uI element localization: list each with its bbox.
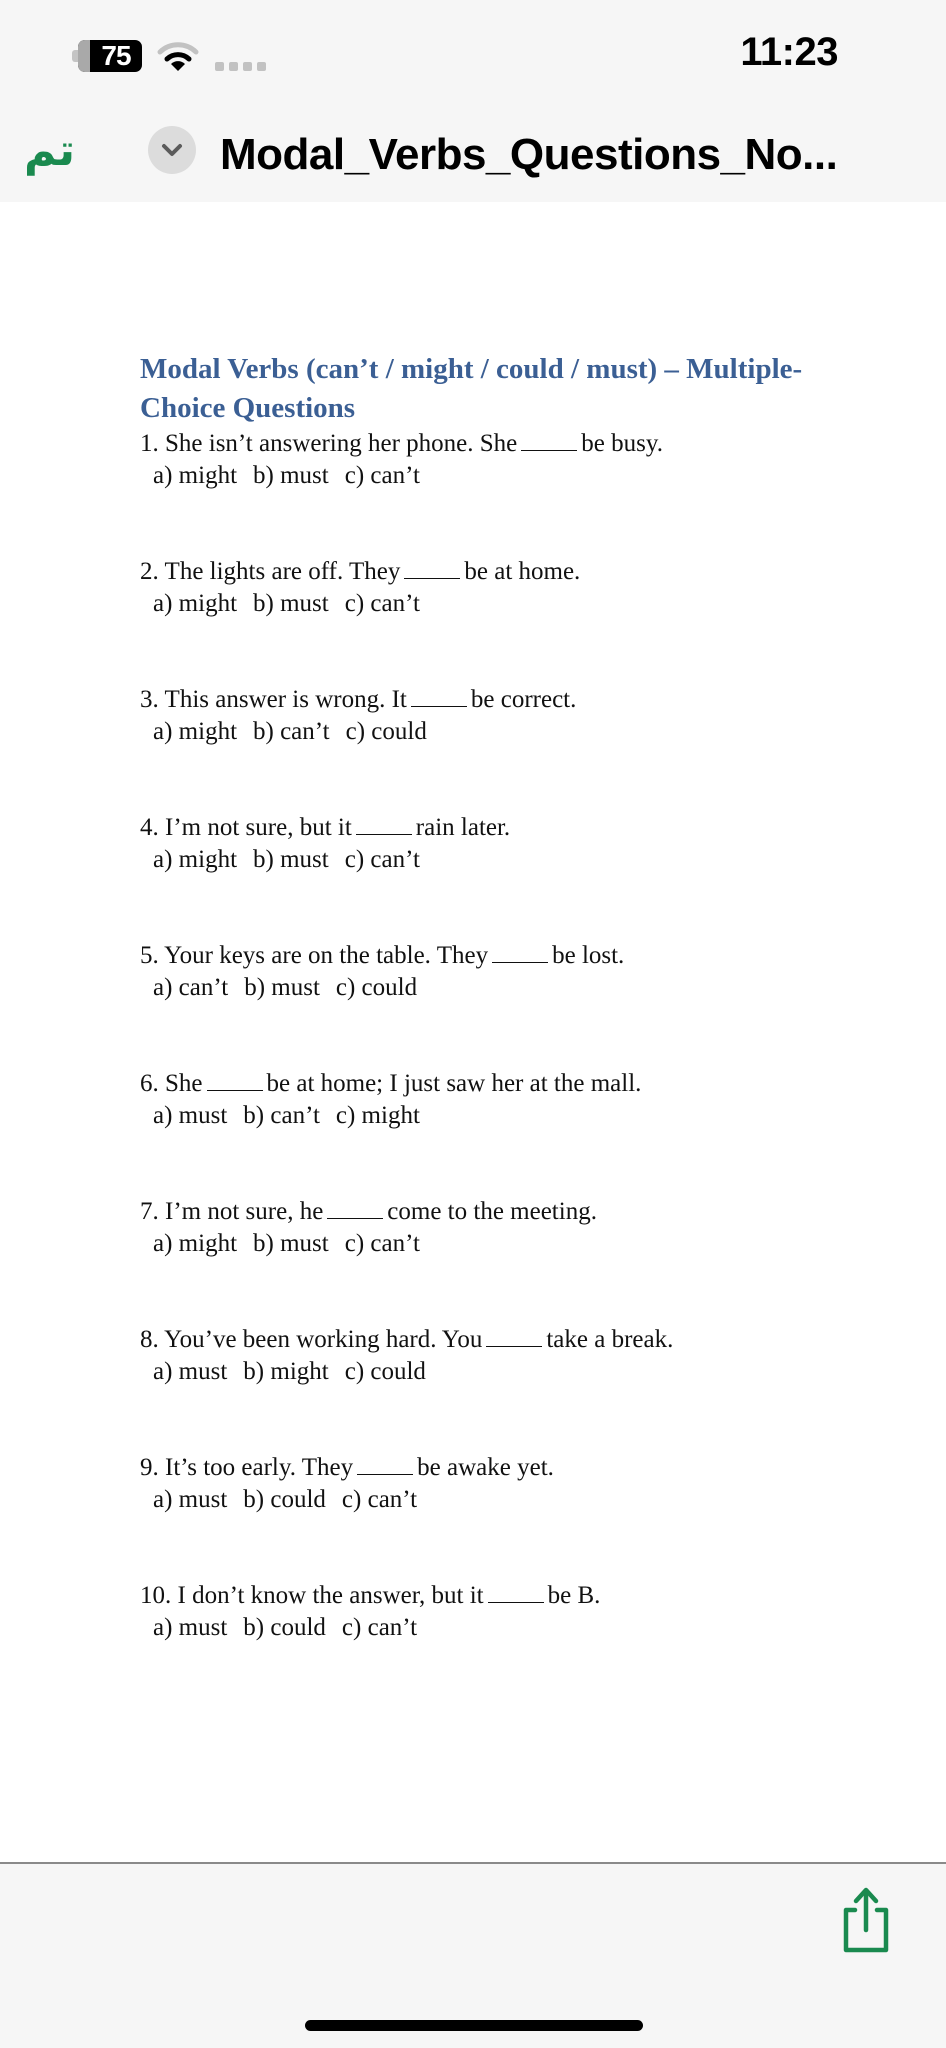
- option-a: a) might: [153, 846, 238, 873]
- question-text: 8. You’ve been working hard. You take a break.: [140, 1326, 674, 1353]
- option-b: b) could: [243, 1614, 326, 1641]
- answer-blank: [207, 1071, 263, 1091]
- answer-blank: [488, 1583, 544, 1603]
- option-b: b) must: [253, 462, 329, 489]
- question-9: [140, 1452, 840, 1516]
- answer-blank: [357, 1455, 413, 1475]
- option-a: a) might: [153, 718, 238, 745]
- option-a: a) can’t: [153, 974, 229, 1001]
- option-a: a) might: [153, 590, 238, 617]
- answer-options: [140, 1356, 840, 1388]
- option-b: b) can’t: [253, 718, 330, 745]
- option-a: a) must: [153, 1486, 228, 1513]
- answer-blank: [404, 559, 460, 579]
- question-7: [140, 1196, 840, 1260]
- question-text: 5. Your keys are on the table. They be lost.: [140, 942, 625, 969]
- option-c: c) can’t: [341, 1614, 418, 1641]
- question-text: 9. It’s too early. They be awake yet.: [140, 1454, 554, 1481]
- wifi-icon: [157, 40, 199, 72]
- share-button[interactable]: [836, 1886, 896, 1954]
- option-c: c) could: [335, 974, 418, 1001]
- nav-bar: [0, 110, 946, 202]
- question-text: 6. She be at home; I just saw her at the mall.: [140, 1070, 642, 1097]
- done-button[interactable]: تم: [24, 125, 76, 176]
- clock: 11:23: [740, 30, 838, 74]
- chevron-down-icon: [161, 143, 183, 157]
- question-text: 4. I’m not sure, but it rain later.: [140, 814, 511, 841]
- option-c: c) can’t: [341, 1486, 418, 1513]
- document-title[interactable]: Modal_Verbs_Questions_No...: [220, 130, 838, 179]
- option-b: b) might: [243, 1358, 329, 1385]
- answer-options: [140, 1612, 840, 1644]
- option-c: c) can’t: [344, 462, 420, 489]
- answer-options: [140, 716, 840, 748]
- option-a: a) might: [153, 1230, 238, 1257]
- option-b: b) must: [253, 1230, 329, 1257]
- battery-icon: [72, 40, 142, 72]
- option-a: a) must: [153, 1358, 228, 1385]
- answer-options: [140, 1100, 840, 1132]
- option-c: c) could: [344, 1358, 426, 1385]
- option-a: a) must: [153, 1102, 228, 1129]
- question-text: 3. This answer is wrong. It be correct.: [140, 686, 577, 713]
- option-a: a) might: [153, 462, 238, 489]
- option-c: c) can’t: [344, 1230, 420, 1257]
- question-8: [140, 1324, 840, 1388]
- document-heading: Modal Verbs (can’t / might / could / must) – Multiple-Choice Questions: [140, 353, 803, 424]
- question-2: [140, 556, 840, 620]
- question-text: 2. The lights are off. They be at home.: [140, 558, 581, 585]
- share-icon: [836, 1886, 896, 1954]
- battery-percent: 75: [101, 40, 131, 71]
- status-bar: [0, 0, 946, 110]
- question-text: 10. I don’t know the answer, but it be B.: [140, 1582, 601, 1609]
- answer-options: [140, 588, 840, 620]
- question-5: [140, 940, 840, 1004]
- question-4: [140, 812, 840, 876]
- title-menu-button[interactable]: [148, 126, 196, 174]
- answer-options: [140, 1484, 840, 1516]
- home-indicator[interactable]: [305, 2020, 643, 2031]
- answer-options: [140, 972, 840, 1004]
- option-b: b) could: [243, 1486, 326, 1513]
- option-c: c) might: [335, 1102, 420, 1129]
- option-b: b) can’t: [243, 1102, 320, 1129]
- answer-options: [140, 460, 840, 492]
- question-6: [140, 1068, 840, 1132]
- cellular-signal-icon: [215, 62, 266, 71]
- question-text: 7. I’m not sure, he come to the meeting.: [140, 1198, 597, 1225]
- option-b: b) must: [253, 846, 329, 873]
- answer-options: [140, 844, 840, 876]
- option-b: b) must: [244, 974, 320, 1001]
- answer-blank: [327, 1199, 383, 1219]
- answer-blank: [492, 943, 548, 963]
- option-b: b) must: [253, 590, 329, 617]
- question-3: [140, 684, 840, 748]
- answer-blank: [486, 1327, 542, 1347]
- option-c: c) can’t: [344, 590, 420, 617]
- question-10: [140, 1580, 840, 1644]
- answer-options: [140, 1228, 840, 1260]
- answer-blank: [411, 687, 467, 707]
- question-1: [140, 428, 840, 492]
- answer-blank: [356, 815, 412, 835]
- bottom-toolbar: [0, 1866, 946, 2048]
- answer-blank: [521, 431, 577, 451]
- document-content: [140, 350, 840, 1644]
- question-text: 1. She isn’t answering her phone. She be busy.: [140, 430, 663, 457]
- option-c: c) could: [345, 718, 427, 745]
- document-page[interactable]: [0, 202, 946, 1864]
- option-a: a) must: [153, 1614, 228, 1641]
- option-c: c) can’t: [344, 846, 420, 873]
